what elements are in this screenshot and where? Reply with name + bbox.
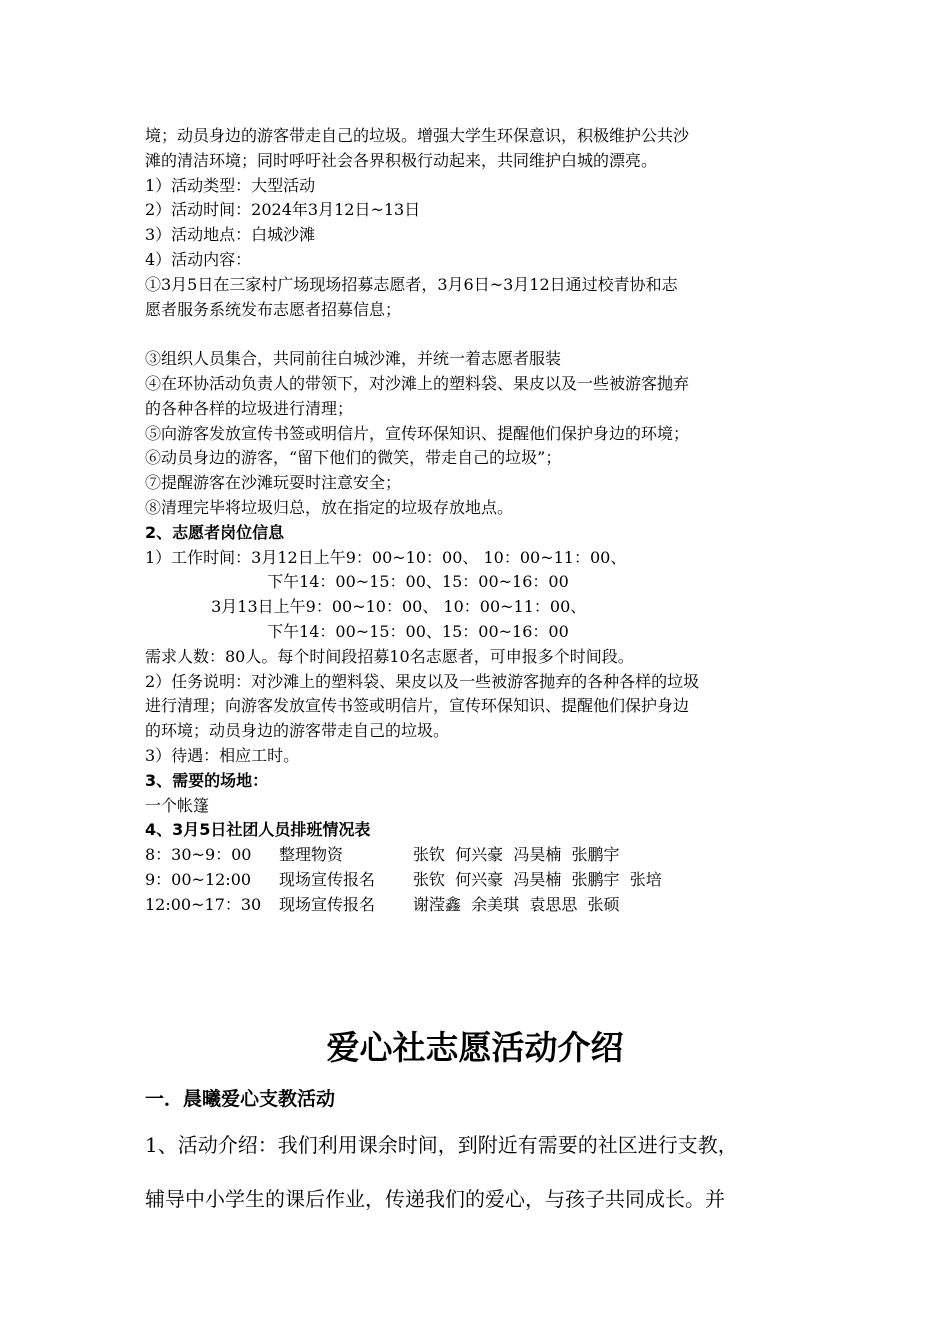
table-row [145, 843, 815, 868]
text-line: 下午14：00~15：00、15：00~16：00 [145, 572, 569, 592]
page-title: 爱心社志愿活动介绍 [326, 1028, 624, 1067]
table-row [145, 893, 815, 918]
text-line: 3月13日上午9：00~10：00、 10：00~11：00、 [145, 597, 587, 617]
text-line: ③组织人员集合，共同前往白城沙滩，并统一着志愿者服装 [145, 349, 562, 369]
text-line: 2）活动时间：2024年3月12日~13日 [145, 200, 421, 220]
text-line: 1）活动类型：大型活动 [145, 175, 316, 195]
text-line: ④在环协活动负责人的带领下，对沙滩上的塑料袋、果皮以及一些被游客抛弃 [145, 373, 690, 393]
text-line: 3）活动地点：白城沙滩 [145, 225, 316, 245]
text-line: 进行清理；向游客发放宣传书签或明信片，宣传环保知识、提醒他们保护身边 [145, 696, 690, 716]
schedule-people: 张钦 何兴豪 冯昊楠 张鹏宇 张培 [413, 869, 662, 889]
blank-line [145, 322, 815, 347]
schedule-people: 谢滢鑫 余美琪 袁思思 张硕 [413, 894, 620, 914]
schedule-table [145, 843, 815, 917]
schedule-time: 8：30~9：00 [145, 845, 252, 865]
text-line: 滩的清洁环境；同时呼吁社会各界积极行动起来，共同维护白城的漂亮。 [145, 150, 658, 170]
text-line: 2）任务说明：对沙滩上的塑料袋、果皮以及一些被游客抛弃的各种各样的垃圾 [145, 671, 700, 691]
paragraph-line: 1、活动介绍：我们利用课余时间，到附近有需要的社区进行支教， [145, 1133, 738, 1157]
text-line: ⑦提醒游客在沙滩玩耍时注意安全； [145, 473, 402, 493]
schedule-task: 现场宣传报名 [279, 894, 376, 914]
text-line: 下午14：00~15：00、15：00~16：00 [145, 621, 569, 641]
text-line: 4）活动内容： [145, 249, 252, 269]
section-heading: 4、3月5日社团人员排班情况表 [145, 820, 371, 840]
paragraph-line: 辅导中小学生的课后作业，传递我们的爱心，与孩子共同成长。并 [145, 1187, 725, 1211]
table-row [145, 868, 815, 893]
text-line: 1）工作时间：3月12日上午9：00~10：00、 10：00~11：00、 [145, 547, 627, 567]
schedule-task: 整理物资 [279, 845, 344, 865]
text-line: 需求人数：80人。每个时间段招募10名志愿者，可申报多个时间段。 [145, 646, 634, 666]
section-heading-chenxi: 一．晨曦爱心支教活动 [145, 1088, 336, 1110]
section-heading: 3、需要的场地： [145, 770, 269, 790]
text-line: 的各种各样的垃圾进行清理； [145, 398, 354, 418]
text-line: 境；动员身边的游客带走自己的垃圾。增强大学生环保意识，积极维护公共沙 [145, 126, 690, 145]
text-line: 愿者服务系统发布志愿者招募信息； [145, 299, 402, 319]
text-line: ①3月5日在三家村广场现场招募志愿者，3月6日~3月12日通过校青协和志 [145, 274, 678, 294]
text-line: ⑥动员身边的游客，“留下他们的微笑，带走自己的垃圾”； [145, 448, 562, 468]
text-line: 一个帐篷 [145, 795, 210, 815]
text-line: 3）待遇：相应工时。 [145, 745, 300, 765]
schedule-task: 现场宣传报名 [279, 869, 376, 889]
text-line: ⑤向游客发放宣传书签或明信片，宣传环保知识、提醒他们保护身边的环境； [145, 423, 690, 443]
schedule-time: 12:00~17：30 [145, 894, 262, 914]
document-body [145, 124, 815, 918]
section-heading: 2、志愿者岗位信息 [145, 522, 285, 542]
schedule-people: 张钦 何兴豪 冯昊楠 张鹏宇 [413, 845, 620, 865]
text-line: ⑧清理完毕将垃圾归总，放在指定的垃圾存放地点。 [145, 497, 514, 517]
schedule-time: 9：00~12:00 [145, 869, 252, 889]
text-line: 的环境；动员身边的游客带走自己的垃圾。 [145, 721, 450, 741]
